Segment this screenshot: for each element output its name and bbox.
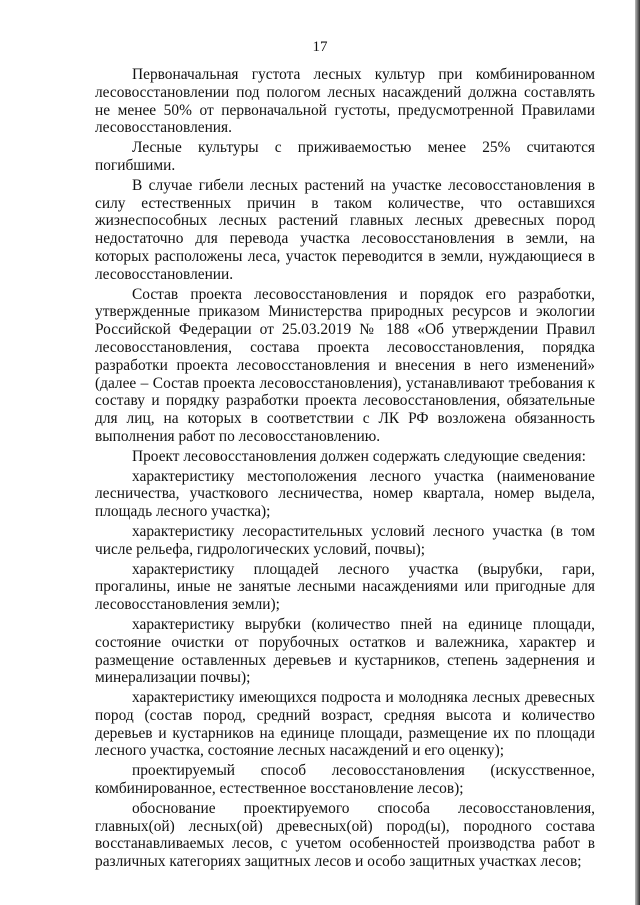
page-number: 17 (312, 39, 328, 55)
list-item-undergrowth: характеристику имеющихся подроста и молодняка лесных древесных пород (состав пород, средний возраст, средняя высота и количество деревьев и кустарников на единице площади, размещение их по площади лесного участка, состояние лесных насаждений и его оценку); (95, 689, 595, 760)
paragraph-plant-loss: В случае гибели лесных растений на участке лесовосстановления в силу естественных причин в таком количестве, что оставшихся жизнеспособных лесных растений главных лесных древесных пород недостаточно для перевода участка лесовосстановления в земли, на которых расположены леса, участок переводится в земли, нуждающиеся в лесовосстановлении. (95, 176, 595, 283)
paragraph-survival-rate: Лесные культуры с приживаемостью менее 25% считаются погибшими. (95, 139, 595, 174)
list-item-growing-conditions: характеристику лесорастительных условий лесного участка (в том числе рельефа, гидрологических условий, почвы); (95, 522, 595, 558)
paragraph-project-contents-intro: Проект лесовосстановления должен содержать следующие сведения: (132, 447, 586, 465)
paragraph-initial-density: Первоначальная густота лесных культур при комбинированном лесовосстановлении под пологом лесных насаждений должна составлять не менее 50% от первоначальной густоты, предусмотренной Правилами лесовосстановления. (95, 66, 595, 137)
scan-edge-shadow (635, 0, 640, 905)
list-item-areas: характеристику площадей лесного участка (вырубки, гари, прогалины, иные не занятые лесными насаждениями или пригодные для лесовосстановления земли); (95, 560, 595, 614)
paragraph-project-composition: Состав проекта лесовосстановления и порядок его разработки, утвержденные приказом Министерства природных ресурсов и экологии Российской Федерации от 25.03.2019 № 188 «Об утверждении Правил лесовосстановления, состава проекта лесовосстановления, порядка разработки проекта лесовосстановления и внесения в него изменений» (далее – Состав проекта лесовосстановления), устанавливают требования к составу и порядку разработки проекта лесовосстановления, обязательные для лиц, на которых в соответствии с ЛК РФ возложена обязанность выполнения работ по лесовосстановлению. (95, 285, 595, 445)
list-item-reforestation-method: проектируемый способ лесовосстановления (искусственное, комбинированное, естественное восстановление лесов); (95, 762, 595, 798)
list-item-felling: характеристику вырубки (количество пней на единице площади, состояние очистки от порубочных остатков и валежника, характер и размещение оставленных деревьев и кустарников, степень задернения и минерализации почвы); (95, 615, 595, 687)
list-item-method-justification: обоснование проектируемого способа лесовосстановления, главных(ой) лесных(ой) древесных(ой) пород(ы), породного состава восстанавливаемых лесов, с учетом особенностей производства работ в различных категориях защитных лесов и особо защитных участках лесов; (95, 799, 595, 871)
list-item-location: характеристику местоположения лесного участка (наименование лесничества, участкового лесничества, номер квартала, номер выдела, площадь лесного участка); (95, 467, 595, 521)
document-body (95, 66, 595, 873)
